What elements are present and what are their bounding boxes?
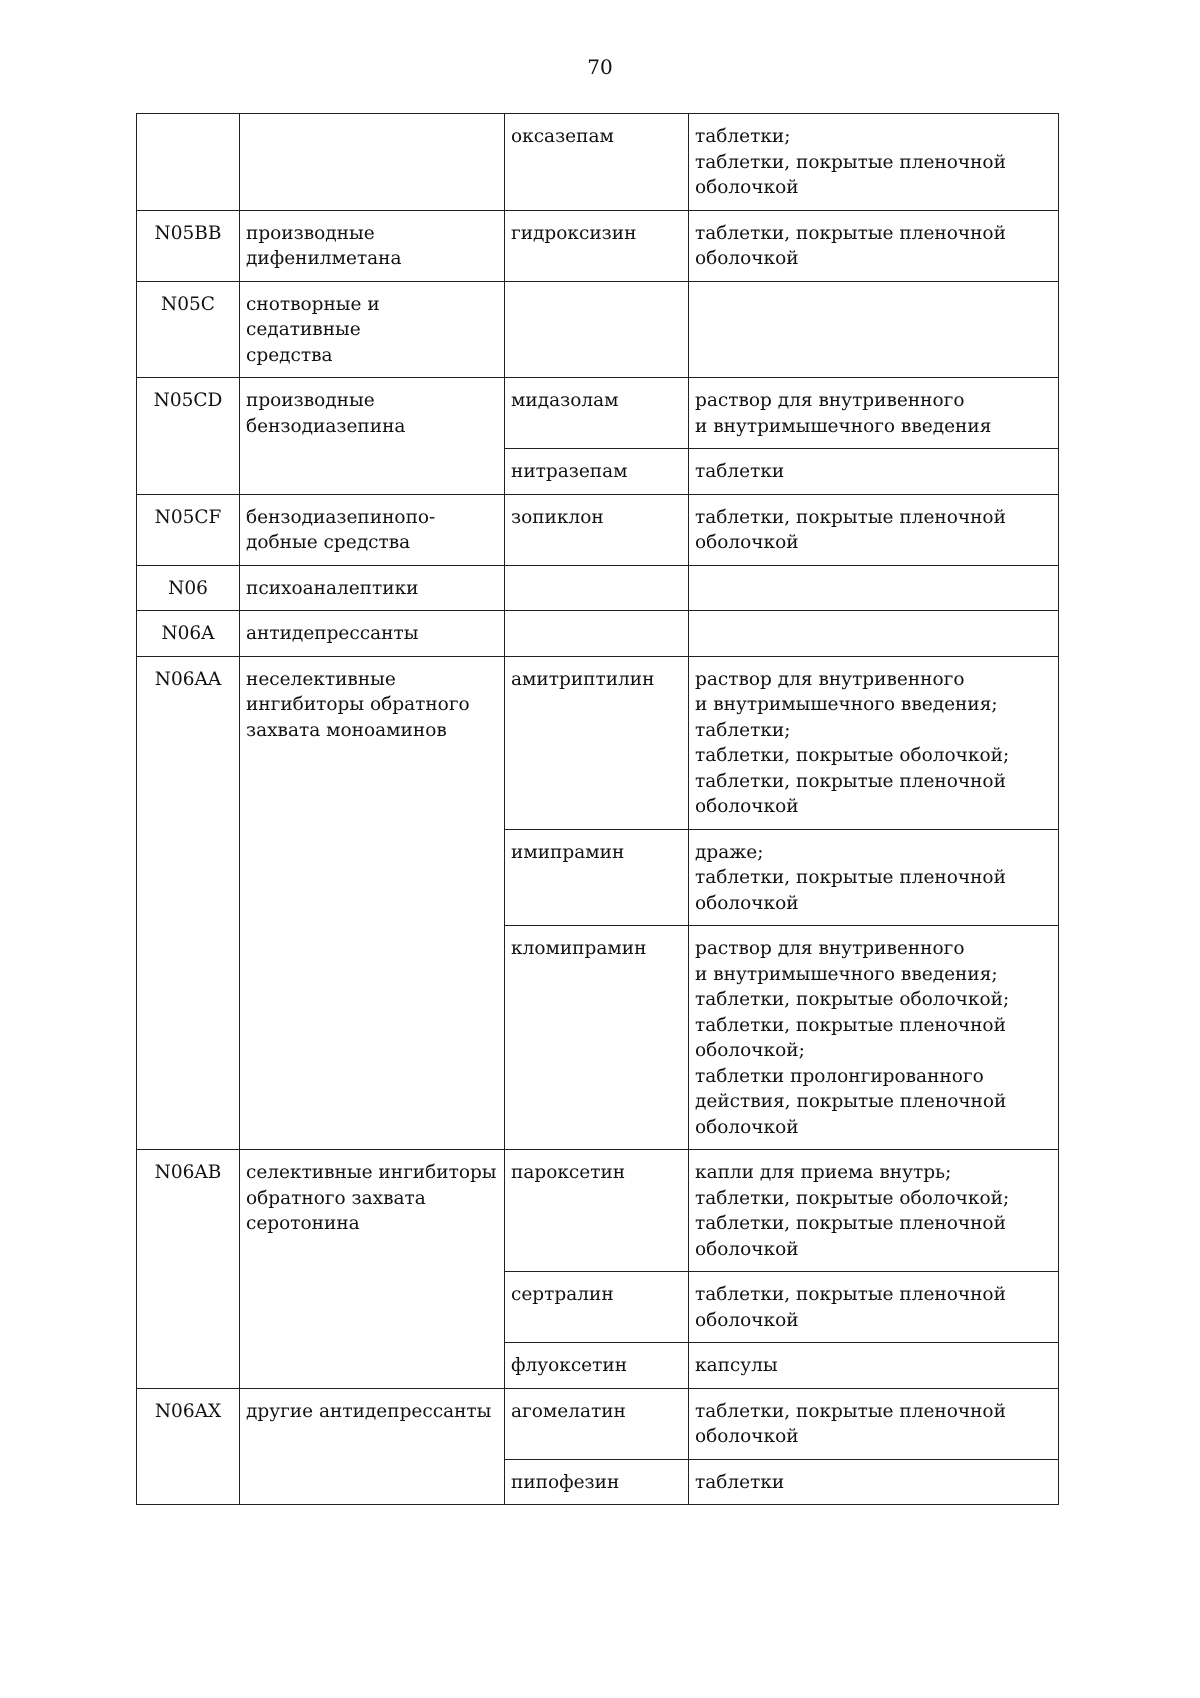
drug-cell bbox=[505, 565, 689, 611]
drug-cell: гидроксизин bbox=[505, 210, 689, 281]
drug-cell bbox=[505, 281, 689, 378]
dosage-form-cell bbox=[689, 611, 1059, 657]
atc-code-cell: N06AB bbox=[137, 1150, 240, 1389]
dosage-form-cell: раствор для внутривенного и внутримышечного введения bbox=[689, 378, 1059, 449]
dosage-form-cell: капли для приема внутрь; таблетки, покрытые оболочкой; таблетки, покрытые пленочной оболочкой bbox=[689, 1150, 1059, 1272]
drug-table bbox=[136, 113, 1059, 1505]
drug-cell: мидазолам bbox=[505, 378, 689, 449]
drug-cell: кломипрамин bbox=[505, 926, 689, 1150]
atc-code-cell: N06 bbox=[137, 565, 240, 611]
page-number: 70 bbox=[587, 55, 613, 79]
drug-cell: агомелатин bbox=[505, 1388, 689, 1459]
table-row bbox=[137, 1388, 1059, 1459]
atc-code-cell: N06A bbox=[137, 611, 240, 657]
table-row bbox=[137, 378, 1059, 449]
group-cell bbox=[240, 114, 505, 211]
dosage-form-cell: раствор для внутривенного и внутримышечного введения; таблетки; таблетки, покрытые оболочкой; таблетки, покрытые пленочной оболочкой bbox=[689, 656, 1059, 829]
atc-code-cell bbox=[137, 114, 240, 211]
table-row bbox=[137, 494, 1059, 565]
group-cell: другие антидепрессанты bbox=[240, 1388, 505, 1505]
drug-cell: нитразепам bbox=[505, 449, 689, 495]
atc-code-cell: N05CF bbox=[137, 494, 240, 565]
group-cell: бензодиазепинопо- добные средства bbox=[240, 494, 505, 565]
group-cell: неселективные ингибиторы обратного захвата моноаминов bbox=[240, 656, 505, 1150]
atc-code-cell: N06AA bbox=[137, 656, 240, 1150]
dosage-form-cell: таблетки, покрытые пленочной оболочкой bbox=[689, 1388, 1059, 1459]
drug-cell: пипофезин bbox=[505, 1459, 689, 1505]
table-row bbox=[137, 656, 1059, 829]
dosage-form-cell: капсулы bbox=[689, 1343, 1059, 1389]
group-cell: психоаналептики bbox=[240, 565, 505, 611]
atc-code-cell: N06AX bbox=[137, 1388, 240, 1505]
drug-cell: амитриптилин bbox=[505, 656, 689, 829]
dosage-form-cell: таблетки; таблетки, покрытые пленочной оболочкой bbox=[689, 114, 1059, 211]
group-cell: снотворные и седативные средства bbox=[240, 281, 505, 378]
dosage-form-cell bbox=[689, 281, 1059, 378]
drug-cell: зопиклон bbox=[505, 494, 689, 565]
drug-cell: сертралин bbox=[505, 1272, 689, 1343]
drug-cell: пароксетин bbox=[505, 1150, 689, 1272]
group-cell: антидепрессанты bbox=[240, 611, 505, 657]
atc-code-cell: N05CD bbox=[137, 378, 240, 495]
dosage-form-cell: таблетки, покрытые пленочной оболочкой bbox=[689, 210, 1059, 281]
dosage-form-cell: таблетки bbox=[689, 449, 1059, 495]
group-cell: производные бензодиазепина bbox=[240, 378, 505, 495]
drug-cell: флуоксетин bbox=[505, 1343, 689, 1389]
group-cell: селективные ингибиторы обратного захвата серотонина bbox=[240, 1150, 505, 1389]
drug-cell: оксазепам bbox=[505, 114, 689, 211]
table-row bbox=[137, 565, 1059, 611]
dosage-form-cell: таблетки bbox=[689, 1459, 1059, 1505]
table-row bbox=[137, 611, 1059, 657]
atc-code-cell: N05BB bbox=[137, 210, 240, 281]
atc-code-cell: N05C bbox=[137, 281, 240, 378]
dosage-form-cell: драже; таблетки, покрытые пленочной оболочкой bbox=[689, 829, 1059, 926]
group-cell: производные дифенилметана bbox=[240, 210, 505, 281]
dosage-form-cell: таблетки, покрытые пленочной оболочкой bbox=[689, 1272, 1059, 1343]
table-row bbox=[137, 210, 1059, 281]
drug-cell bbox=[505, 611, 689, 657]
dosage-form-cell bbox=[689, 565, 1059, 611]
drug-cell: имипрамин bbox=[505, 829, 689, 926]
dosage-form-cell: таблетки, покрытые пленочной оболочкой bbox=[689, 494, 1059, 565]
dosage-form-cell: раствор для внутривенного и внутримышечного введения; таблетки, покрытые оболочкой; таблетки, покрытые пленочной оболочкой; таблетки пролонгированного действия, покрытые пленочной оболочкой bbox=[689, 926, 1059, 1150]
table-row bbox=[137, 1150, 1059, 1272]
table-row bbox=[137, 281, 1059, 378]
table-row bbox=[137, 114, 1059, 211]
